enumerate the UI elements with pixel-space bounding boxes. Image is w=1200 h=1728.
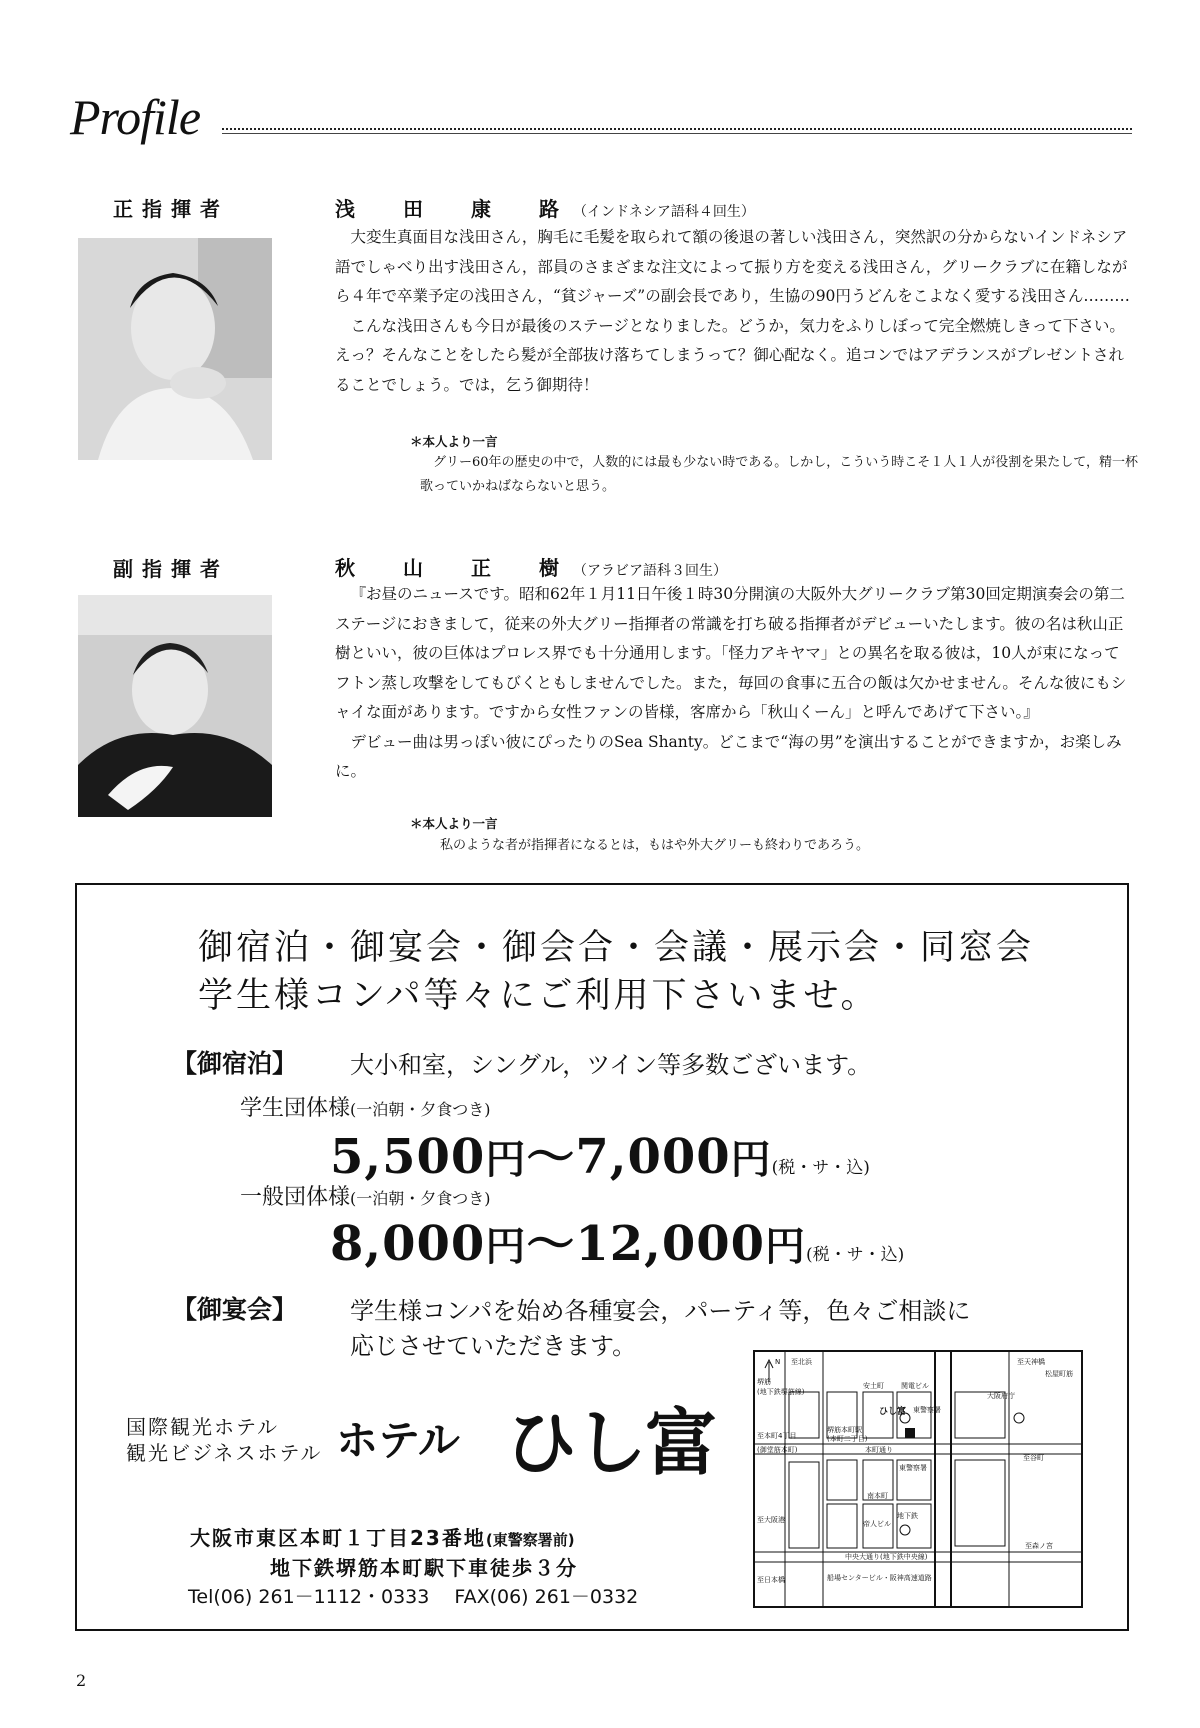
map-label-subway: 地下鉄 <box>897 1512 918 1520</box>
map-label-denden: 関電ビル <box>901 1382 929 1390</box>
student-rate-yen-high: 円 <box>730 1136 772 1183</box>
map-label-sakaisuji-hommachi: 堺筋本町駅 <box>827 1426 862 1434</box>
map-label-higashi-keisatsu: 東警察署 <box>899 1464 927 1472</box>
sub-conductor-bio-p2: デビュー曲は男っぽい彼にぴったりのSea Shanty。どこまで“海の男”を演出することができますか，お楽しみに。 <box>335 732 1122 780</box>
map-label-north: N <box>775 1358 781 1366</box>
map-label-nihonbashi: 至日本橋 <box>757 1576 785 1584</box>
map-block <box>827 1504 857 1548</box>
map-block <box>789 1462 819 1548</box>
map-label-hishitomi: ひし富 <box>879 1407 907 1417</box>
student-rate-high: 7,000 <box>575 1129 731 1185</box>
lodging-label: 【御宿泊】 <box>172 1049 298 1078</box>
sub-conductor-bio <box>335 580 1135 787</box>
general-rate-high: 12,000 <box>575 1216 766 1272</box>
hotel-address-line1: 大阪市東区本町１丁目23番地 <box>190 1526 486 1550</box>
map-label-shoyamachi: 松屋町筋 <box>1045 1370 1073 1378</box>
conductor-affiliation: （インドネシア語科４回生） <box>573 204 755 220</box>
hotel-access: 地下鉄堺筋本町駅下車徒歩３分 <box>270 1556 578 1580</box>
map-label-senba: 船場センタービル・阪神高速道路 <box>827 1574 932 1582</box>
role-label-conductor: 正指揮者 <box>113 197 229 221</box>
hotel-type <box>126 1414 322 1466</box>
banquet-description-2: 応じさせていただきます。 <box>350 1332 637 1360</box>
sub-conductor-affiliation: （アラビア語科３回生） <box>573 563 727 579</box>
map-label-sakaisuji-sub: (地下鉄堺筋線) <box>757 1388 805 1396</box>
page-number: 2 <box>76 1671 87 1690</box>
general-rate-price <box>330 1205 904 1274</box>
map-label-tenjinbashi: 至天神橋 <box>1017 1358 1045 1366</box>
general-rate-yen-high: 円 <box>765 1223 807 1270</box>
banquet-label: 【御宴会】 <box>172 1295 298 1324</box>
map-label-tanimachi: 至谷町 <box>1023 1454 1044 1462</box>
map-label-sakaisuji: 堺筋 <box>757 1378 771 1386</box>
map-label-osakajo: 大阪府庁 <box>987 1392 1015 1400</box>
hotel-name: ホテル <box>336 1416 460 1465</box>
student-rate-price <box>330 1118 870 1187</box>
map-label-hommachi4: 至本町4丁目 <box>757 1432 797 1440</box>
general-rate-low: 8,000 <box>330 1216 486 1272</box>
general-rate-tilde: ～ <box>526 1216 576 1272</box>
sub-conductor-name <box>335 552 727 581</box>
conductor-comment-heading: ＊本人より一言 <box>410 434 498 449</box>
role-label-sub-conductor: 副指揮者 <box>113 557 229 581</box>
student-rate-meal: (一泊朝・夕食つき) <box>350 1100 491 1119</box>
conductor-photo <box>78 238 272 460</box>
header-rule <box>222 128 1132 130</box>
map-label-police: 東警察署 <box>913 1406 941 1414</box>
general-rate-group: 一般団体様 <box>240 1185 351 1210</box>
hotel-type-2: 観光ビジネスホテル <box>126 1441 323 1465</box>
map-label-minami-hommachi: 南本町 <box>867 1492 888 1500</box>
conductor-bio-p1: 大変生真面目な浅田さん，胸毛に毛髪を取られて額の後退の著しい浅田さん，突然訳の分からないインドネシア語でしゃべり出す浅田さん，部員のさまざまな注文によって振り方を変える浅田さん，グリークラブに在籍しながら４年で卒業予定の浅田さん，“貧ジャーズ”の副会長であり，生協の90円うどんをこよなく愛する浅田さん……… <box>335 228 1130 305</box>
hotel-address-note: (東警察署前) <box>485 1531 575 1549</box>
conductor-comment: グリー60年の歴史の中で，人数的には最も少ない時である。しかし，こういう時こそ１人１人が役割を果たして，精一杯歌っていかねばならないと思う。 <box>420 455 1139 494</box>
student-rate-group: 学生団体様 <box>240 1096 351 1121</box>
general-rate-yen-low: 円 <box>485 1223 527 1270</box>
conductor-name <box>335 193 755 222</box>
student-rate-yen-low: 円 <box>485 1136 527 1183</box>
sub-conductor-photo <box>78 595 272 817</box>
sub-conductor-bio-p1: 『お昼のニュースです。昭和62年１月11日午後１時30分開演の大阪外大グリークラブ第30回定期演奏会の第二ステージにおきまして，従来の外大グリー指揮者の常識を打ち破る指揮者がデビューいたします。彼の名は秋山正樹といい，彼の巨体はプロレス界でも十分通用します。「怪力アキヤマ」との異名を取る彼は，10人が束になってフトン蒸し攻撃をしてもびくともしませんでした。また，毎回の食事に五合の飯は欠かせません。そんな彼にもシャイな面があります。ですから女性ファンの皆様，客席から「秋山くーん」と呼んであげて下さい。』 <box>335 585 1127 721</box>
map-label-hommachi-dori: 本町通り <box>865 1446 893 1454</box>
map-label-hommachi2: (本町二丁目) <box>827 1435 868 1443</box>
map-label-teijin: 帝人ビル <box>863 1520 891 1528</box>
student-rate-tilde: ～ <box>526 1129 576 1185</box>
sub-conductor-comment: 私のような者が指揮者になるとは，もはや外大グリーも終わりであろう。 <box>440 838 870 853</box>
map-hotel-marker <box>905 1428 915 1438</box>
student-rate-tax: (税・サ・込) <box>771 1158 870 1178</box>
access-map <box>753 1350 1083 1608</box>
map-station-marker <box>1014 1413 1024 1423</box>
student-rate-low: 5,500 <box>330 1129 486 1185</box>
lodging-description: 大小和室，シングル，ツイン等多数ございます。 <box>350 1051 872 1079</box>
general-rate-meal: (一泊朝・夕食つき) <box>350 1189 491 1208</box>
map-label-osaka-shinko: 至大阪港 <box>757 1516 785 1524</box>
map-label-midosuji: (御堂筋本町) <box>757 1446 798 1454</box>
map-label-chuo-dori: 中央大通り(地下鉄中央線) <box>845 1553 928 1561</box>
sub-conductor-comment-heading: ＊本人より一言 <box>410 816 498 831</box>
general-rate-tax: (税・サ・込) <box>806 1245 905 1265</box>
ad-headline-1: 御宿泊・御宴会・御会合・会議・展示会・同窓会 <box>198 928 1035 968</box>
conductor-bio <box>335 223 1135 400</box>
map-station-marker <box>900 1525 910 1535</box>
hotel-phone-fax: Tel(06) 261－1112・0333 FAX(06) 261－0332 <box>188 1586 639 1608</box>
map-block <box>827 1460 857 1500</box>
map-label-azuchimachi: 安土町 <box>863 1382 884 1390</box>
map-label-kitahama: 至北浜 <box>791 1358 812 1366</box>
conductor-name-text: 浅 田 康 路 <box>335 197 573 221</box>
map-label-morinomiya: 至森ノ宮 <box>1025 1542 1053 1550</box>
hotel-address <box>190 1522 575 1551</box>
ad-headline-2: 学生様コンパ等々にご利用下さいませ。 <box>198 976 879 1016</box>
profile-title: Profile <box>70 89 201 145</box>
hotel-logo: ひし富 <box>505 1400 716 1485</box>
conductor-bio-p2: こんな浅田さんも今日が最後のステージとなりました。どうか，気力をふりしぼって完全燃焼しきって下さい。えっ？そんなことをしたら髪が全部抜け落ちてしまうって？御心配なく。追コンではアデランスがプレゼントされることでしょう。では，乞う御期待！ <box>335 316 1125 394</box>
sub-conductor-name-text: 秋 山 正 樹 <box>335 556 573 580</box>
banquet-description-1: 学生様コンパを始め各種宴会，パーティ等，色々ご相談に <box>350 1297 971 1325</box>
map-block <box>955 1460 1005 1546</box>
hotel-type-1: 国際観光ホテル <box>126 1415 279 1439</box>
